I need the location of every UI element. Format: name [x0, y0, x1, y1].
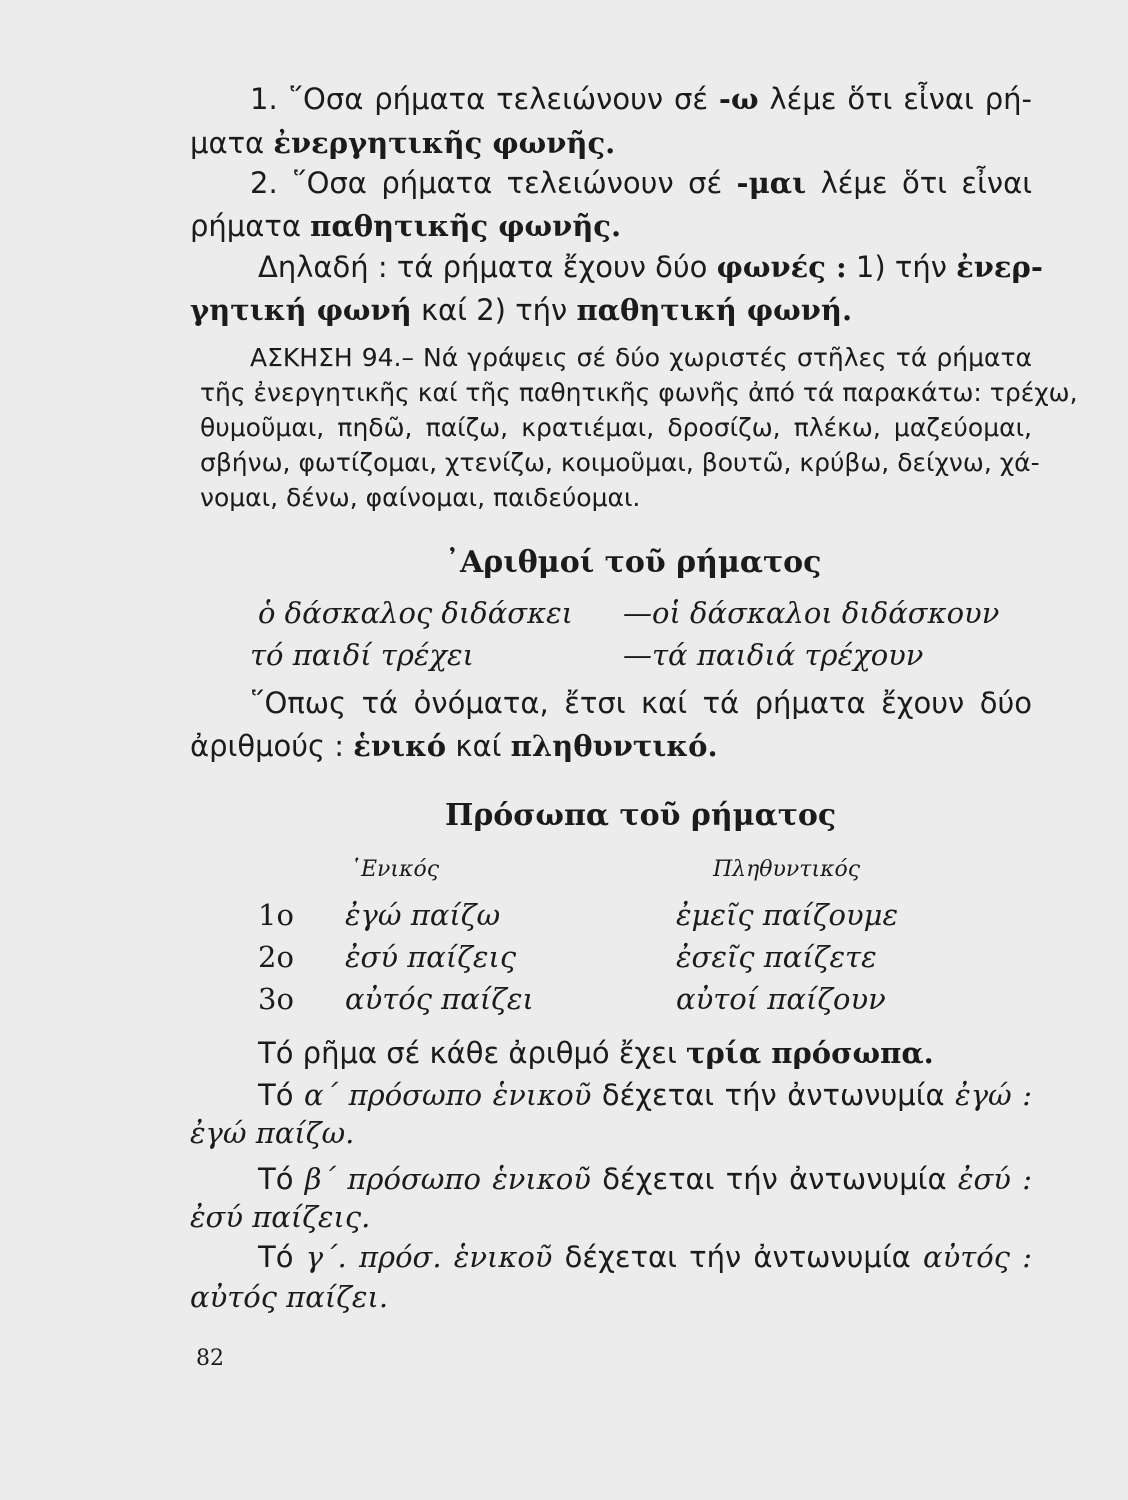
- example-plural-2: —τά παιδιά τρέχουν: [623, 638, 924, 672]
- plural-form-2: ἐσεῖς παίζετε: [676, 940, 877, 974]
- rule-2-line-1: 2. ῞Οσα ρήματα τελειώνουν σέ -μαι λέμε ὅτι εἶναι: [250, 166, 1033, 200]
- example-singular-1: ὁ δάσκαλος διδάσκει: [258, 596, 574, 630]
- third-person-line-2: αὐτός παίζει.: [190, 1280, 389, 1314]
- numbers-para-line-2: ἀριθμούς : ἑνικό καί πληθυντικό.: [190, 729, 718, 763]
- voices-line-1: Δηλαδή : τά ρήματα ἔχουν δύο φωνές : 1) τήν ἐνερ-: [258, 250, 1043, 284]
- exercise-line-2: τῆς ἐνεργητικῆς καί τῆς παθητικῆς φωνῆς ἀπό τά παρακάτω: τρέχω,: [200, 378, 1078, 407]
- singular-form-3: αὐτός παίζει: [345, 982, 534, 1016]
- example-plural-1: —οἱ δάσκαλοι διδάσκουν: [623, 596, 1000, 630]
- page-number: 82: [196, 1346, 224, 1371]
- second-person-line-1: Τό β΄ πρόσωπο ἑνικοῦ δέχεται τήν ἀντωνυμία ἐσύ :: [258, 1162, 1032, 1196]
- first-person-line-2: ἐγώ παίζω.: [190, 1116, 355, 1150]
- rule-1-line-2: ματα ἐνεργητικῆς φωνῆς.: [190, 126, 616, 160]
- singular-form-1: ἐγώ παίζω: [345, 898, 501, 932]
- section-heading-numbers: ᾿Αριθμοί τοῦ ρήματος: [445, 545, 822, 580]
- third-person-line-1: Τό γ΄. πρόσ. ἑνικοῦ δέχεται τήν ἀντωνυμία αὐτός :: [258, 1240, 1032, 1274]
- section-heading-persons: Πρόσωπα τοῦ ρήματος: [445, 798, 837, 833]
- first-person-line-1: Τό α΄ πρόσωπο ἑνικοῦ δέχεται τήν ἀντωνυμία ἐγώ :: [258, 1078, 1032, 1112]
- exercise-line-5: νομαι, δένω, φαίνομαι, παιδεύομαι.: [200, 483, 641, 512]
- persons-summary: Τό ρῆμα σέ κάθε ἀριθμό ἔχει τρία πρόσωπα.: [258, 1036, 934, 1070]
- example-singular-2: τό παιδί τρέχει: [250, 638, 474, 672]
- rule-2-line-2: ρήματα παθητικῆς φωνῆς.: [190, 209, 622, 243]
- plural-form-3: αὐτοί παίζουν: [676, 982, 886, 1016]
- exercise-line-3: θυμοῦμαι, πηδῶ, παίζω, κρατιέμαι, δροσίζω, πλέκω, μαζεύομαι,: [200, 413, 1032, 442]
- voices-line-2: γητική φωνή καί 2) τήν παθητική φωνή.: [190, 293, 853, 327]
- column-header-plural: Πληθυντικός: [713, 857, 861, 882]
- exercise-line-4: σβήνω, φωτίζομαι, χτενίζω, κοιμοῦμαι, βουτῶ, κρύβω, δείχνω, χά-: [200, 448, 1040, 477]
- plural-form-1: ἐμεῖς παίζουμε: [676, 898, 899, 932]
- numbers-para-line-1: ῞Οπως τά ὀνόματα, ἔτσι καί τά ρήματα ἔχουν δύο: [250, 686, 1032, 720]
- exercise-line-1: ΑΣΚΗΣΗ 94.– Νά γράψεις σέ δύο χωριστές στῆλες τά ρήματα: [250, 343, 1032, 372]
- second-person-line-2: ἐσύ παίζεις.: [190, 1200, 371, 1234]
- column-header-singular: ῾Ενικός: [350, 857, 440, 882]
- person-number-1: 1ο: [258, 898, 294, 932]
- person-number-3: 3ο: [258, 982, 294, 1016]
- rule-1-line-1: 1. ῞Οσα ρήματα τελειώνουν σέ -ω λέμε ὅτι εἶναι ρή-: [250, 82, 1032, 116]
- singular-form-2: ἐσύ παίζεις: [345, 940, 517, 974]
- person-number-2: 2ο: [258, 940, 294, 974]
